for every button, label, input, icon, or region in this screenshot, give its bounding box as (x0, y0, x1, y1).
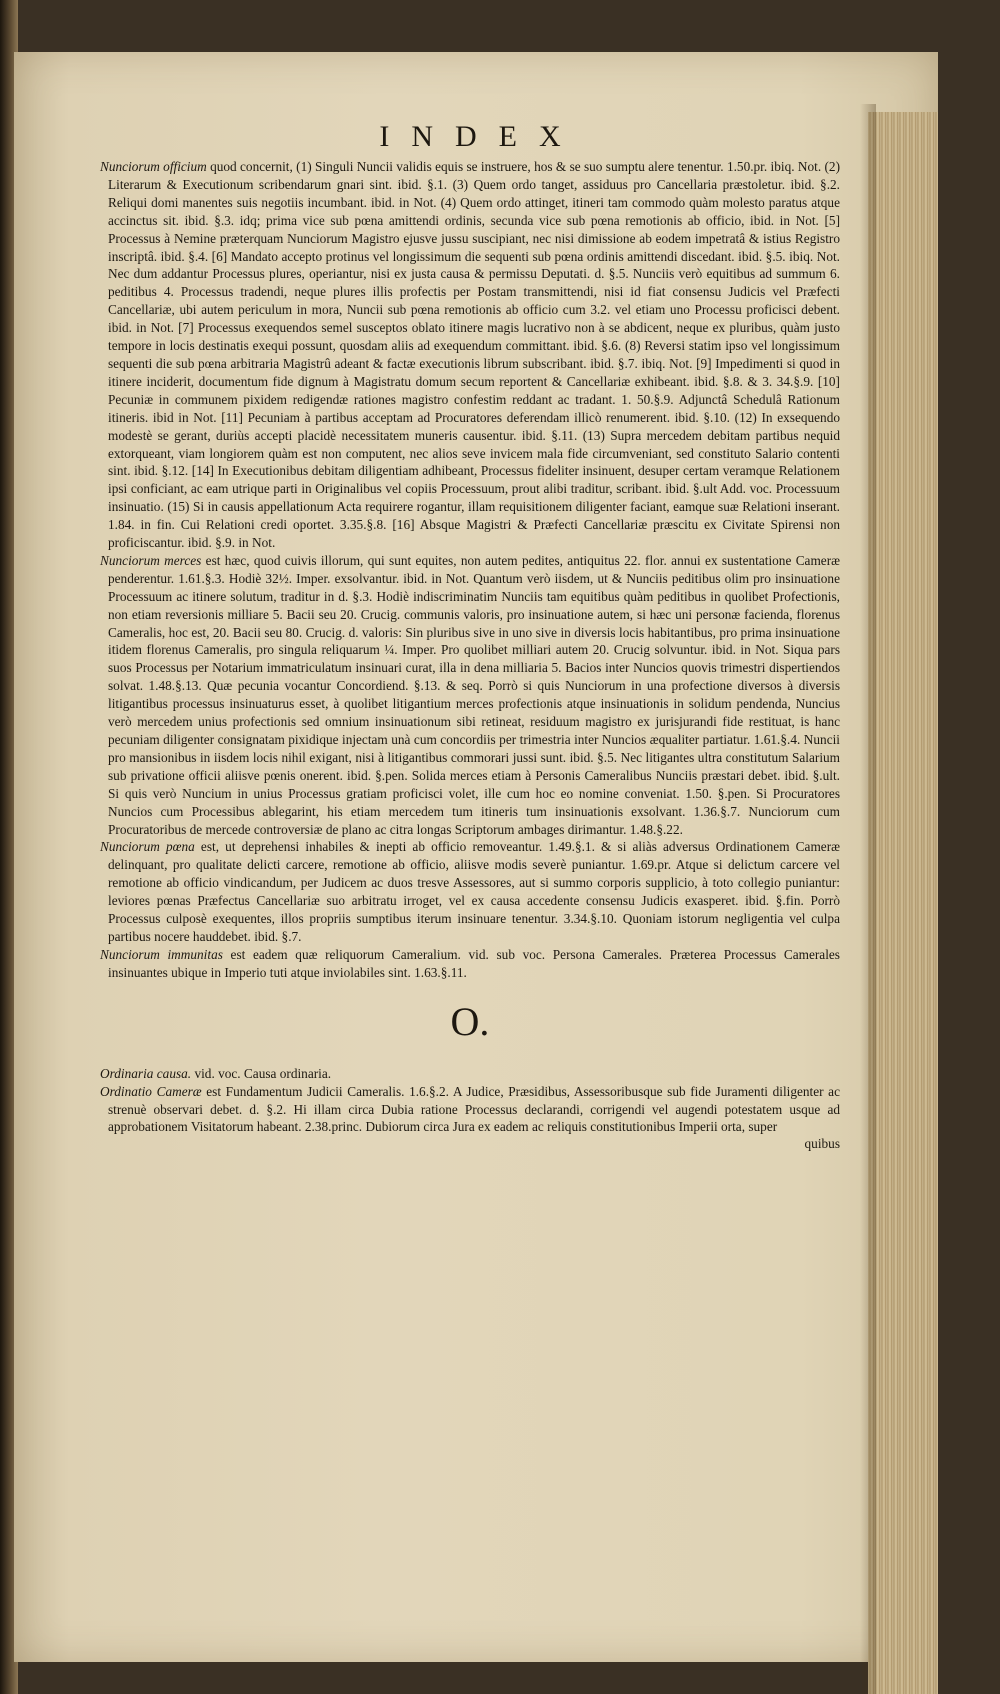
running-header: INDEX (379, 120, 583, 153)
index-entry (100, 552, 840, 839)
entry-term: Nunciorum pœna (100, 839, 195, 855)
page-content (100, 120, 840, 1152)
index-section-n (100, 158, 840, 982)
index-entry (100, 158, 840, 552)
catchword: quibus (804, 1136, 840, 1152)
entry-term: Nunciorum merces (100, 552, 202, 568)
entry-text: quod concernit, (1) Singuli Nuncii validis equis se instruere, hos & se suo sumptu alere tenentur. 1.50.pr. ibiq. Not. (2) Literarum & Executionum scribendarum gnari sint. ibid. §.1. (3) Quem ordo tanget, assiduus pro Cancellaria præstoletur. ibid. §.2. Reliqui domi manentes suis negotiis incumbant. ibid. in Not. (4) Quem ordo attinget, itineri tam commodo quàm molesto paratus atque accinctus sit. ibid. §.3. idq; prima vice sub pœna amittendi ordinis, secunda vice sub pœna remotionis ab officio, ibid. in Not. [5] Processus à Nemine præterquam Nunciorum Magistro ejusve jussu suscipiant, nec nisi dimissione ab eodem impetratâ & istius Registro inscriptâ. ibid. §.4. [6] Mandato accepto protinus vel longissimum die sequenti sub pœna ordinis amittendi discedant. ibid. §.5. ibiq. Not. Nec dum addantur Processus plures, operiantur, nisi ex justa causa & permissu Deputati. d. §.5. Nunciis verò equitibus ad summum 6. peditibus 4. Processus tradendi, neque plures illis profectis per Postam transmittendi, nisi id fiat consensu Judicis vel Præfecti Cancellariæ, ubi autem periculum in mora, Nuncii sub pœna remotionis ab officio cum 3.2. vel etiam uno Processu proficisci debent. ibid. in Not. [7] Processus exequendos semel susceptos oblato itinere magis lucrativo non à se abdicent, neque ex pluribus, quàm justo tempore in locis destinatis exequi possunt, quosdam aliis ad exequendum committant. ibid. §.6. (8) Reversi statim ipso vel longissimum sequenti die sub pœna arbitraria Magistrû adeant & factæ executionis librum subscribant. ibid. §.7. ibiq. Not. [9] Impedimenti si quod in itinere inciderit, documentum fide dignum à Magistratu domum secum reportent & Cancellariæ exhibeant. ibid. §.8. & 3. 34.§.9. [10] Pecuniæ in communem pixidem redigendæ rationes magistro confestim reddant ac tradant. 1. 50.§.9. Adjunctâ Schedulâ Rationum itineris. ibid in Not. [11] Pecuniam à partibus acceptam ad Procuratores deferendam illicò renumerent. ibid. §.10. (12) In exsequendo modestè se gerant, duriùs accepti placidè necessitatem muneris causentur. ibid. §.11. (13) Supra mercedem debitam partibus nequid extorqueant, viam longiorem quàm est non computent, nec alios seve invicem mala fide circumveniant, sed constituto Salario contenti sint. ibid. §.12. [14] In Executionibus debitam diligentiam adhibeant, Processus fideliter insinuent, desuper certam veramque Relationem ipsi conficiant, ac eam utrique parti in Originalibus vel copiis Processuum, prout alibi traditur, scribant. ibid. §.ult Add. voc. Processuum insinuatio. (15) Si in causis appellationum Acta requirere rogantur, illam requisitionem diligenter faciant, eamque suæ Relationi inserant. 1.84. in fin. Cui Relationi credi oportet. 3.35.§.8. [16] Absque Magistri & Præfecti Cancellariæ præscitu ex Civitate Spirensi non proficiscantur. ibid. §.9. in Not. (108, 159, 840, 551)
index-entry (100, 946, 840, 982)
entry-term: Nunciorum officium (100, 159, 207, 174)
index-section-o (100, 1065, 840, 1137)
index-entry (100, 838, 840, 945)
entry-text: est Fundamentum Judicii Cameralis. 1.6.§.2. A Judice, Præsidibus, Assessoribusque sub fide Juramenti diligenter ac strenuè observari debet. d. §.2. Hi illam circa Dubia ratione Processus declarandi, corrigendi vel augendi potestatem usque ad approbationem Visitatorum habeant. 2.38.princ. Dubiorum circa Jura ex eadem ac reliquis constitutionibus Imperii orta, super (108, 1083, 840, 1135)
index-entry (100, 1065, 840, 1083)
entry-term: Ordinatio Cameræ (100, 1083, 202, 1099)
entry-term: Nunciorum immunitas (100, 946, 223, 962)
entry-text: est, ut deprehensi inhabiles & inepti ab officio removeantur. 1.49.§.1. & si aliàs adversus Ordinationem Cameræ delinquant, pro qualitate delicti carcere, remotione ab officio, aliisve modis severè puniantur. 1.69.pr. Atque si delictum carcere vel remotione ab officio vindicandum, per Judicem ac duos tresve Assessores, aut si summo corporis supplicio, à toto collegio puniantur: leviores pœnas Præfectus Cancellariæ suo arbitratu irroget, vel ex causa accedente consensu Judicis exasperet. ibid. §.fin. Porrò Processus culposè exequentes, illos propriis sumptibus iterum insinuare tenentur. 3.34.§.10. Quoniam istorum negligentia vel culpa partibus nocere hauddebet. ibid. §.7. (108, 839, 840, 944)
page-stack-edges (868, 112, 938, 1694)
page-shadow (860, 104, 876, 1694)
entry-text: vid. voc. Causa ordinaria. (191, 1065, 332, 1081)
index-entry (100, 1083, 840, 1137)
section-letter-o: O. (450, 998, 490, 1044)
entry-text: est hæc, quod cuivis illorum, qui sunt equites, non autem pedites, antiquitus 22. flor. annui ex sustentatione Cameræ penderentur. 1.61.§.3. Hodiè 32½. Imper. exsolvantur. ibid. in Not. Quantum verò iisdem, ut & Nunciis peditibus olim pro insinuatione Processuum ac itinere solutum, traditur in d. §.3. Hodiè indiscriminatim Nunciis tam equitibus quàm peditibus in quolibet Profectionis, non etiam reversionis milliare 5. Bacii seu 20. Crucig. communis valoris, pro insinuatione autem, si hæc uni personæ facienda, florenus Cameralis, hoc est, 20. Bacii seu 80. Crucig. d. valoris: Sin pluribus sive in uno sive in diversis locis habitantibus, pro prima insinuatione itidem florenus Cameralis, pro singula reliquarum ¼. Imper. Pro quolibet milliari autem 20. Crucig solvuntur. ibid. in Not. Siqua pars suos Processus per Notarium immatriculatum insinuari curat, illa in dena milliaria 5. Bacios inter Nuncios quovis trimestri dispertiendos solvat. 1.48.§.13. Quæ pecunia vocantur Concordiend. §.13. & seq. Porrò si quis Nunciorum in una profectione diversos à diversis litigantibus processus insinuaturus esset, à quolibet litigantium merces profectionis atque insinuationis in solidum pendenda, Nuncius verò mercedem unius profectionis sed omnium insinuationum sibi retineat, residuum magistro ex jurisjurandi fide restituat, is hanc pecuniam diligenter consignatam pixidique injectam unà cum concordiis per trimestria inter Nuncios æqualiter partiatur. 1.61.§.4. Nuncii pro mansionibus in iisdem locis nihil exigant, nisi à litigantibus commorari jussi sunt. ibid. §.5. Nec litigantes ultra constitutum Salarium sub privatione officii aliisve pœnis onerent. ibid. §.pen. Solida merces etiam à Personis Cameralibus Nunciis præstari debet. ibid. §.ult. Si quis verò Nuncium in unius Processus gratiam proficisci volet, ille cum hoc eo nomine conveniat. 1.50. §.pen. Si Procuratores Nuncios cum Processibus ablegarint, his etiam mercedem tum itineris tum insinuationis exsolvant. 1.36.§.7. Nunciorum cum Procuratoribus de mercede controversiæ de plano ac citra longas Scriptorum ambages dirimantur. 1.48.§.22. (108, 552, 841, 837)
entry-text: est eadem quæ reliquorum Cameralium. vid. sub voc. Persona Camerales. Præterea Processus Camerales insinuantes ubique in Imperio tuti atque inviolabiles sint. 1.63.§.11. (108, 946, 840, 980)
entry-term: Ordinaria causa. (100, 1065, 192, 1081)
